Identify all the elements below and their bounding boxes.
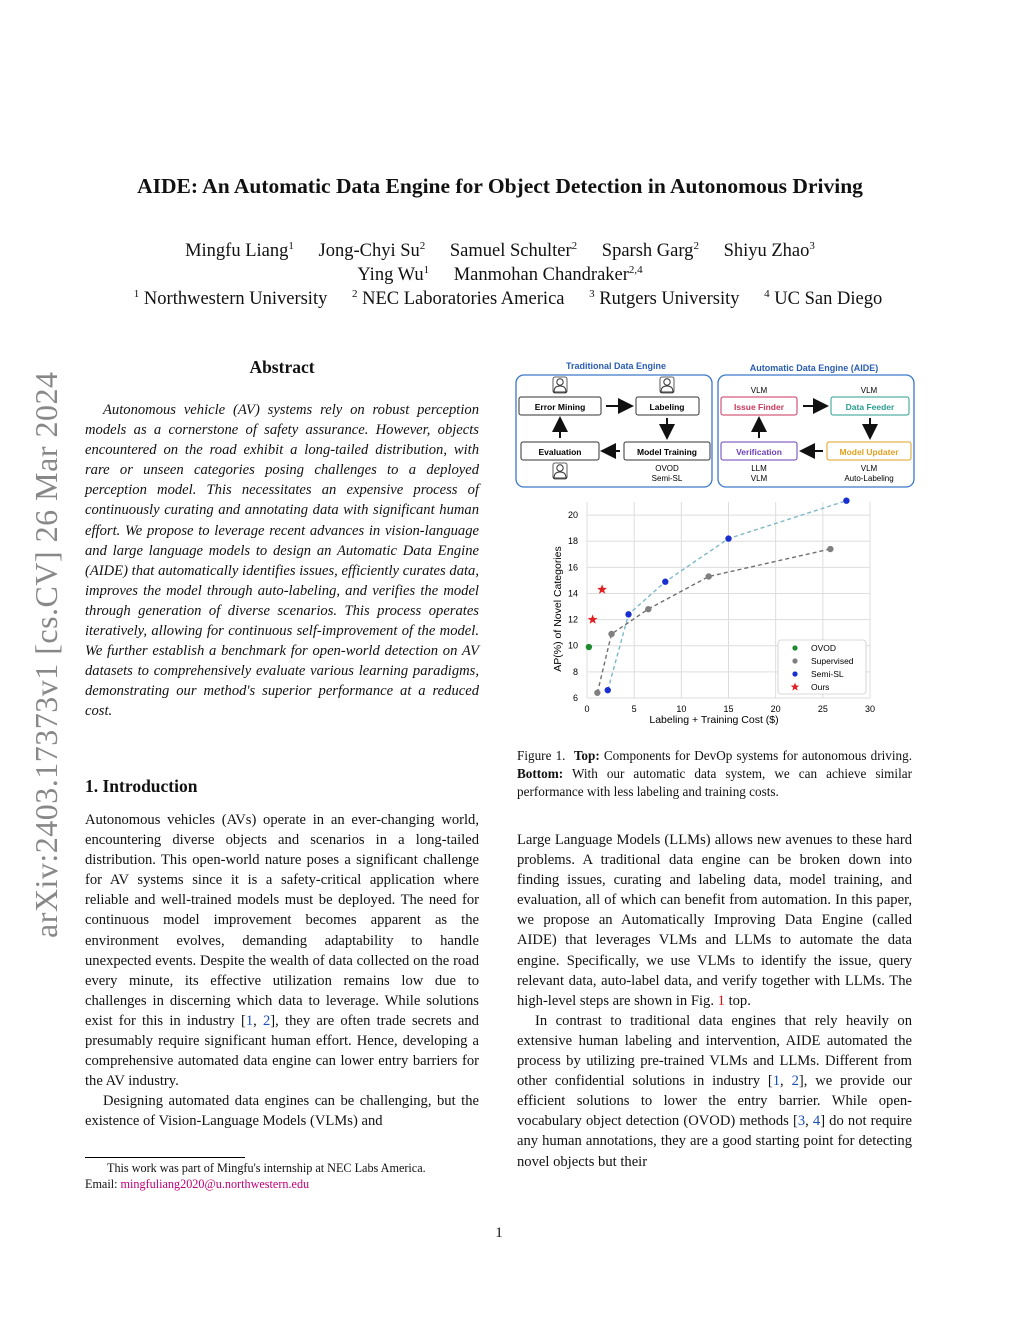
legend-label-ovod: OVOD: [811, 643, 837, 653]
figure-1-top-diagram: [514, 358, 916, 492]
y-tick-label: 8: [572, 666, 578, 677]
y-tick-label: 10: [567, 640, 578, 651]
affiliation: $^3$ Rutgers University: [589, 288, 740, 310]
paper-title: AIDE: An Automatic Data Engine for Object Detection in Autonomous Driving: [137, 174, 863, 198]
data-point-supervised: [705, 573, 711, 579]
citation-link[interactable]: 2: [262, 1012, 271, 1029]
model-updater-tag: Auto-Labeling: [844, 474, 894, 483]
chart-legend: [778, 640, 866, 694]
email-link[interactable]: mingfuliang2020@u.northwestern.edu: [120, 1177, 310, 1191]
verification-tag: LLM: [751, 464, 767, 473]
legend-marker-semi-sl: [792, 671, 797, 676]
data-point-ovod: [586, 644, 592, 650]
affiliation: $^1$ Northwestern University: [133, 288, 328, 310]
evaluation-label: Evaluation: [538, 447, 582, 457]
x-tick-label: 30: [864, 704, 876, 714]
y-tick-label: 16: [567, 562, 578, 573]
data-point-semi-sl: [843, 497, 849, 503]
model-updater-label: Model Updater: [839, 447, 899, 457]
aide-panel: [718, 375, 914, 487]
x-tick-label: 0: [584, 704, 590, 714]
data-point-semi-sl: [662, 579, 668, 585]
author-line-2: [0, 264, 1000, 286]
verification-label: Verification: [736, 447, 782, 457]
legend-label-ours: Ours: [811, 682, 830, 692]
y-tick-label: 14: [567, 588, 578, 599]
labeling-label: Labeling: [649, 402, 685, 412]
arxiv-stamp: arXiv:2403.17373v1 [cs.CV] 26 Mar 2024: [28, 371, 64, 938]
model-updater-tag: VLM: [860, 464, 878, 473]
x-tick-label: 15: [723, 704, 734, 714]
right-paragraph-2: In contrast to traditional data engines that rely heavily on extensive human labeling and intervention, AIDE automated the process by utilizing pre-trained VLMs and LLMs. Different from other confidential solutions in industry [1, 2], we provide our efficient solutions to lower the entry barrier. While open-vocabulary object detection (OVOD) methods [3, 4] do not require any human annotations, they are a good starting point for detecting novel objects but their: [517, 1012, 912, 1170]
semi-sl-note: Semi-SL: [651, 474, 683, 483]
error-mining-label: Error Mining: [534, 402, 586, 412]
data-point-supervised: [608, 631, 614, 637]
data-point-ours: [597, 584, 607, 593]
affiliation: $^4$ UC San Diego: [764, 288, 883, 310]
legend-label-supervised: Supervised: [811, 656, 854, 666]
author: Manmohan Chandraker$^{2,4}$: [453, 264, 643, 286]
human-icon: [553, 463, 567, 479]
figure-1-caption: Figure 1. Top: Components for DevOp systems for autonomous driving. Bottom: With our automatic data system, we can achieve similar performance with less labeling and training costs.: [517, 748, 913, 799]
x-tick-label: 20: [770, 704, 781, 714]
issue-finder-label: Issue Finder: [733, 402, 785, 412]
data-point-supervised: [645, 606, 651, 612]
author: Ying Wu$^1$: [357, 264, 430, 286]
abstract-heading: Abstract: [249, 357, 315, 377]
intro-heading: 1. Introduction: [85, 776, 198, 796]
verification-tag: VLM: [750, 474, 768, 483]
footnote: This work was part of Mingfu's internship at NEC Labs America. Email: mingfuliang2020@u.northwestern.edu: [85, 1161, 426, 1191]
citation-link[interactable]: 4: [812, 1113, 821, 1130]
author: Sparsh Garg$^2$: [601, 240, 699, 262]
affiliations: [8, 288, 1008, 310]
ovod-note: OVOD: [655, 464, 679, 473]
issue-finder-tag: VLM: [750, 386, 768, 395]
data-point-semi-sl: [625, 611, 631, 617]
human-icon: [553, 377, 567, 393]
data-feeder-tag: VLM: [860, 386, 878, 395]
author-line-1: [0, 240, 1000, 262]
intro-body: [85, 810, 479, 1132]
data-point-supervised: [827, 546, 833, 552]
y-axis-label: AP(%) of Novel Categories: [552, 546, 564, 672]
data-point-semi-sl: [725, 535, 731, 541]
ap-vs-cost-chart: [540, 496, 885, 730]
human-icon: [660, 377, 674, 393]
author: Samuel Schulter$^2$: [449, 240, 578, 262]
data-point-ours: [588, 614, 598, 623]
intro-paragraph-1: Autonomous vehicles (AVs) operate in an ever-changing world, encountering diverse objects and scenarios in a long-tailed distribution. This open-world nature poses a significant challenge for AV systems since it is a safety-critical application where reliable and well-trained models must be deployed. The need for continuous model improvement becomes apparent as the environment evolves, demanding adaptability to handle unexpected events. Despite the wealth of data collected on the road every minute, its effective utilization remains low due to challenges in discerning which data to leverage. While solutions exist for this in industry [1, 2], they are often trade secrets and presumably require significant human effort. Hence, developing a comprehensive automated data engine can lower entry barriers for the AV industry.: [85, 812, 479, 1090]
y-tick-label: 18: [567, 536, 578, 547]
data-point-semi-sl: [605, 687, 611, 693]
right-paragraph-1: Large Language Models (LLMs) allows new avenues to these hard problems. A traditional data engine can be broken down into finding issues, curating and labeling data, model training, and evaluation, all of which can benefit from automation. In this paper, we propose an Automatically Improving Data Engine (called AIDE) that leverages VLMs and LLMs to automate the data engine. Specifically, we use VLMs to identify the issue, query relevant data, auto-label data, and verify together with LLMs. The high-level steps are shown in Fig. 1 top.: [517, 832, 912, 1009]
footnote-rule: [85, 1157, 245, 1158]
traditional-panel: [516, 375, 712, 487]
traditional-engine-title: Traditional Data Engine: [565, 361, 667, 371]
citation-link[interactable]: 2: [791, 1073, 799, 1090]
data-feeder-label: Data Feeder: [845, 402, 895, 412]
y-tick-label: 6: [572, 693, 578, 703]
legend-marker-supervised: [792, 658, 797, 663]
x-tick-label: 25: [817, 704, 828, 714]
citation-link[interactable]: 1: [772, 1073, 781, 1090]
x-tick-label: 5: [631, 704, 637, 714]
right-column-body: [517, 830, 912, 1172]
legend-marker-ovod: [792, 645, 797, 650]
author: Shiyu Zhao$^3$: [723, 240, 815, 262]
model-training-label: Model Training: [637, 447, 697, 457]
x-tick-label: 10: [676, 704, 687, 714]
x-axis-label: Labeling + Training Cost ($): [649, 714, 779, 726]
legend-label-semi-sl: Semi-SL: [811, 669, 844, 679]
author: Jong-Chyi Su$^2$: [318, 240, 426, 262]
page-number: 1: [495, 1225, 503, 1241]
abstract-body: Autonomous vehicle (AV) systems rely on robust perception models as a cornerstone of safety assurance. However, objects encountered on the road exhibit a long-tailed distribution, with rare or unseen categories posing challenges to a deployed perception model. This necessitates an expensive process of continuously curating and annotating data with significant human effort. We propose to leverage recent advances in vision-language and large language models to design an Automatic Data Engine (AIDE) that automatically identifies issues, efficiently curates data, improves the model through auto-labeling, and verifies the model through generation of diverse scenarios. This process operates iteratively, allowing for continuous self-improvement of the model. We further establish a benchmark for open-world detection on AV datasets to comprehensively evaluate various learning paradigms, demonstrating our method's superior performance at a reduced cost.: [85, 402, 479, 720]
aide-title: Automatic Data Engine (AIDE): [749, 363, 879, 373]
affiliation: $^2$ NEC Laboratories America: [351, 288, 565, 310]
figure-ref-link[interactable]: 1: [717, 992, 725, 1009]
y-tick-label: 12: [567, 614, 578, 625]
data-point-supervised: [594, 690, 600, 696]
intro-paragraph-2: Designing automated data engines can be challenging, but the existence of Vision-Language Models (VLMs) and: [85, 1093, 479, 1130]
y-tick-label: 20: [567, 510, 578, 521]
author: Mingfu Liang$^1$: [185, 240, 294, 262]
citation-link[interactable]: 3: [797, 1113, 806, 1130]
citation-link[interactable]: 1: [245, 1012, 254, 1029]
